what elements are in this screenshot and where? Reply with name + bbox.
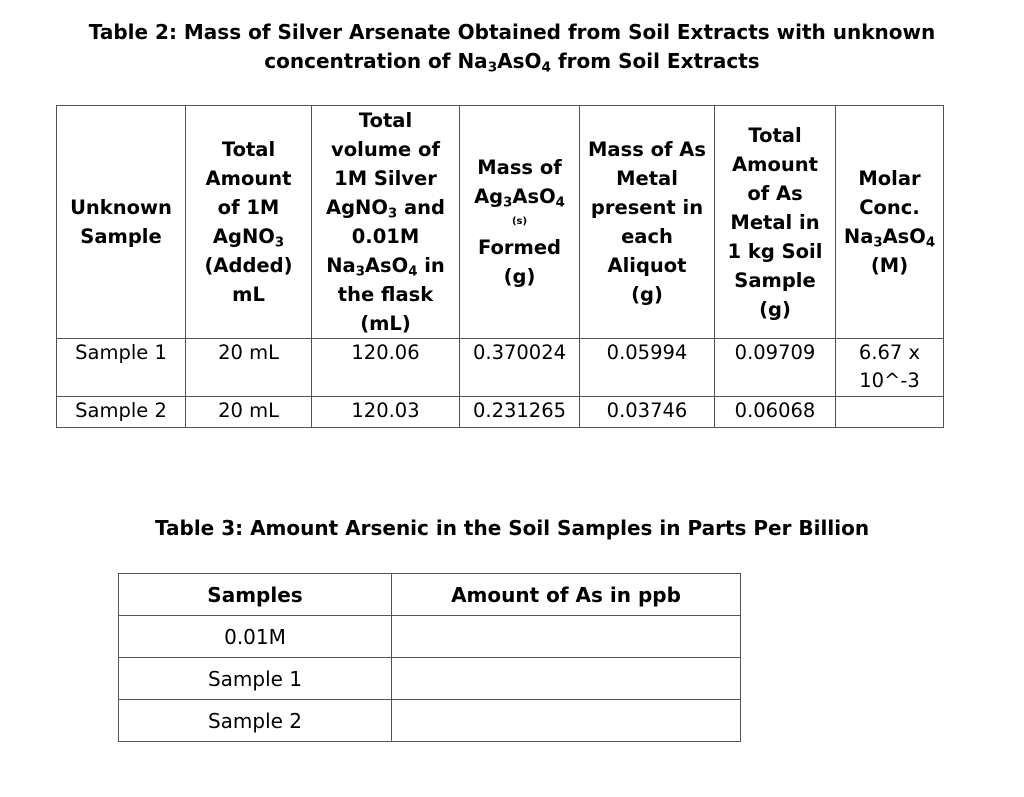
cell-sample: Sample 1 (57, 339, 186, 397)
cell-agno3: 20 mL (186, 397, 312, 428)
table2-caption-line2: concentration of $Na_3AsO_4$ from Soil Extracts (264, 49, 760, 76)
cell-volume: 120.06 (312, 339, 460, 397)
table3-header-row (119, 574, 741, 616)
cell-mass-as: 0.03746 (580, 397, 715, 428)
header-amount-as-ppb: Amount of As in ppb (392, 574, 741, 616)
cell-amount-ppb (392, 700, 741, 742)
cell-molar-conc: 6.67 x 10^-3 (836, 339, 944, 397)
table-row (119, 658, 741, 700)
header-samples: Samples (119, 574, 392, 616)
cell-amount-ppb (392, 658, 741, 700)
table2-caption (0, 18, 1024, 76)
cell-amount-ppb (392, 616, 741, 658)
cell-agno3: 20 mL (186, 339, 312, 397)
header-mass-as-metal: Mass of As Metal present in each Aliquot (g) (580, 106, 715, 339)
cell-total-as: 0.09709 (715, 339, 836, 397)
cell-mass-ag3aso4: 0.370024 (460, 339, 580, 397)
cell-sample: 0.01M (119, 616, 392, 658)
table-row (57, 397, 944, 428)
header-molar-conc: Molar Conc. $Na_3AsO_4$ (M) (836, 106, 944, 339)
header-total-as-metal: Total Amount of As Metal in 1 kg Soil Sample (g) (715, 106, 836, 339)
cell-sample: Sample 2 (119, 700, 392, 742)
table3-caption: Table 3: Amount Arsenic in the Soil Samples in Parts Per Billion (154, 516, 870, 540)
header-mass-ag3aso4: Mass of $Ag_3AsO_4$ (s) Formed (g) (460, 106, 580, 339)
table-row (57, 339, 944, 397)
table-row (119, 700, 741, 742)
table2-caption-line1: Table 2: Mass of Silver Arsenate Obtained from Soil Extracts with unknown (88, 20, 936, 44)
table2-header-row (57, 106, 944, 339)
header-agno3-added: Total Amount of 1M AgNO$_3$ (Added) mL (186, 106, 312, 339)
cell-molar-conc (836, 397, 944, 428)
cell-mass-ag3aso4: 0.231265 (460, 397, 580, 428)
cell-sample: Sample 2 (57, 397, 186, 428)
cell-volume: 120.03 (312, 397, 460, 428)
table-row (119, 616, 741, 658)
cell-total-as: 0.06068 (715, 397, 836, 428)
table3 (118, 573, 741, 742)
header-unknown-sample: Unknown Sample (57, 106, 186, 339)
header-total-volume: Total volume of 1M Silver AgNO$_3$ and 0.01M $Na_3AsO_4$ in the flask (mL) (312, 106, 460, 339)
cell-sample: Sample 1 (119, 658, 392, 700)
cell-mass-as: 0.05994 (580, 339, 715, 397)
table2 (56, 105, 944, 428)
